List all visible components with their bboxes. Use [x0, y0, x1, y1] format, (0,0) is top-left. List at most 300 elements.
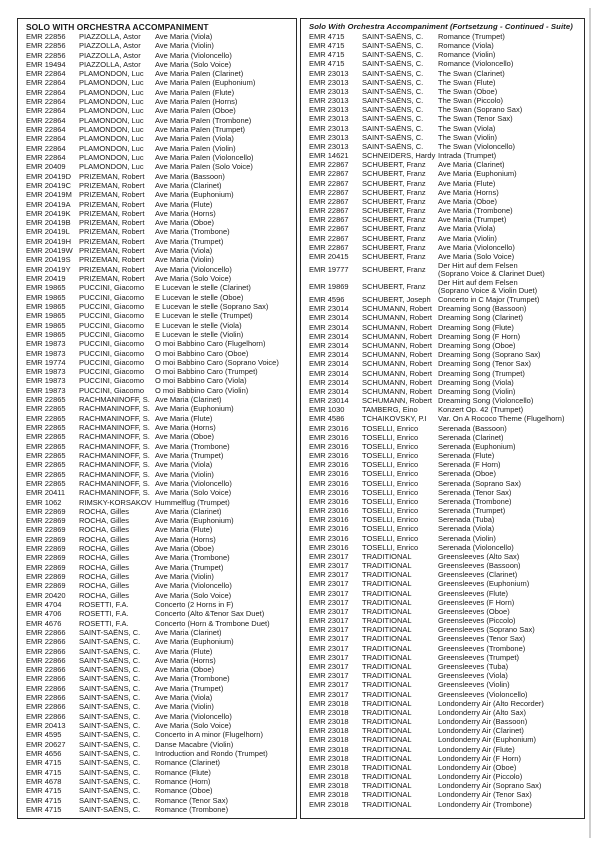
work-title: Londonderry Air (Trombone) [438, 799, 532, 809]
emr-code: EMR 22864 [26, 143, 66, 153]
catalog-row [26, 256, 293, 265]
work-title: The Swan (Clarinet) [438, 68, 505, 78]
catalog-row [309, 69, 581, 78]
catalog-row [26, 638, 293, 647]
emr-code: EMR 20420 [26, 590, 66, 600]
composer-name: SAINT-SAËNS, C. [362, 77, 424, 87]
work-title: Concerto (Alto &Tenor Sax Duet) [155, 609, 265, 619]
work-title: Serenada (Flute) [438, 451, 495, 461]
composer-name: SCHUMANN, Robert [362, 377, 433, 387]
work-title: Dreaming Song (Viola) [438, 377, 514, 387]
catalog-row [26, 489, 293, 498]
emr-code: EMR 22865 [26, 423, 66, 433]
work-title: E Lucevan le stelle (Oboe) [155, 292, 244, 302]
composer-name: TOSELLI, Enrico [362, 487, 419, 497]
work-title: Ave Maria (Viola) [438, 224, 496, 234]
emr-code: EMR 23014 [309, 368, 349, 378]
emr-code: EMR 22869 [26, 581, 66, 591]
work-title: Serenada (Tenor Sax) [438, 487, 512, 497]
emr-code: EMR 1030 [309, 405, 345, 415]
composer-name: PUCCINI, Giacomo [79, 283, 145, 293]
work-title: Dreaming Song (Soprano Sax) [438, 350, 541, 360]
section-title-solo-with-orchestra: SOLO WITH ORCHESTRA ACCOMPANIMENT [26, 22, 209, 32]
composer-name: TRADITIONAL [362, 551, 412, 561]
composer-name: SAINT-SAËNS, C. [79, 637, 141, 647]
emr-code: EMR 19873 [26, 385, 66, 395]
emr-code: EMR 4715 [26, 786, 62, 796]
catalog-row [26, 610, 293, 619]
work-title: Ave Maria (Flute) [438, 178, 496, 188]
catalog-row [26, 703, 293, 712]
composer-name: SAINT-SAËNS, C. [362, 114, 424, 124]
catalog-row [309, 360, 581, 369]
composer-name: PRIZEMAN, Robert [79, 227, 145, 237]
composer-name: PUCCINI, Giacomo [79, 320, 145, 330]
composer-name: TRADITIONAL [362, 588, 412, 598]
work-title: Romance (Violoncello) [438, 59, 514, 69]
composer-name: TRADITIONAL [362, 726, 412, 736]
emr-code: EMR 19494 [26, 59, 66, 69]
work-title: O moi Babbino Caro (Oboe) [155, 348, 249, 358]
composer-name: ROCHA, Gilles [79, 544, 130, 554]
emr-code: EMR 4715 [309, 31, 345, 41]
work-title: Dreaming Song (Clarinet) [438, 313, 524, 323]
composer-name: PRIZEMAN, Robert [79, 180, 145, 190]
composer-name: TAMBERG, Eino [362, 405, 418, 415]
composer-name: SAINT-SAËNS, C. [79, 702, 141, 712]
composer-name: TRADITIONAL [362, 680, 412, 690]
emr-code: EMR 22865 [26, 432, 66, 442]
composer-name: PRIZEMAN, Robert [79, 255, 145, 265]
work-title: Ave Maria (Violin) [438, 233, 497, 243]
emr-code: EMR 23014 [309, 396, 349, 406]
emr-code: EMR 22864 [26, 69, 66, 79]
emr-code: EMR 20419L [26, 227, 70, 237]
catalog-row [26, 377, 293, 386]
composer-name: TRADITIONAL [362, 799, 412, 809]
emr-code: EMR 23017 [309, 643, 349, 653]
emr-code: EMR 20419A [26, 199, 71, 209]
emr-code: EMR 23018 [309, 707, 349, 717]
emr-code: EMR 22867 [309, 178, 349, 188]
emr-code: EMR 23013 [309, 123, 349, 133]
emr-code: EMR 20419Y [26, 264, 71, 274]
work-title: Serenada (F Horn) [438, 460, 501, 470]
composer-name: RACHMANINOFF, S. [79, 432, 150, 442]
work-title: Romance (Trumpet) [438, 31, 505, 41]
emr-code: EMR 19865 [26, 283, 66, 293]
work-title: Ave Maria (Clarinet) [155, 506, 222, 516]
emr-code: EMR 22856 [26, 41, 66, 51]
emr-code: EMR 19774 [26, 357, 66, 367]
emr-code: EMR 22867 [309, 224, 349, 234]
work-title: Ave Maria (Horns) [155, 423, 216, 433]
work-title: Ave Maria (Clarinet) [155, 627, 222, 637]
emr-code: EMR 23014 [309, 386, 349, 396]
work-title: Romance (Violin) [438, 50, 496, 60]
work-title: Ave Maria (Viola) [155, 693, 213, 703]
composer-name: SAINT-SAËNS, C. [79, 786, 141, 796]
emr-code: EMR 22869 [26, 516, 66, 526]
composer-name: SAINT-SAËNS, C. [79, 693, 141, 703]
composer-name: ROCHA, Gilles [79, 581, 130, 591]
work-title: E Lucevan le stelle (Soprano Sax) [155, 301, 269, 311]
work-title: Hummelflug (Trumpet) [155, 497, 230, 507]
work-title: Ave Maria (Trumpet) [155, 683, 224, 693]
work-title: Greensleeves (Euphonium) [438, 579, 530, 589]
composer-name: SCHUBERT, Franz [362, 233, 426, 243]
emr-code: EMR 22866 [26, 711, 66, 721]
work-title: Londonderry Air (Soprano Sax) [438, 781, 542, 791]
composer-name: SCHUBERT, Franz [362, 282, 426, 292]
work-title: Greensleeves (Tenor Sax) [438, 634, 526, 644]
composer-name: TOSELLI, Enrico [362, 515, 419, 525]
work-title: Ave Maria (Trombone) [155, 553, 230, 563]
work-title: Ave Maria (Violin) [155, 41, 214, 51]
work-title: Ave Maria (Clarinet) [438, 160, 505, 170]
composer-name: SCHNEIDERS, Hardy [362, 151, 436, 161]
work-title: Serenada (Viola) [438, 524, 495, 534]
work-title: Ave Maria (Solo Voice) [155, 274, 232, 284]
work-title: Ave Maria (Oboe) [438, 196, 498, 206]
emr-code: EMR 23018 [309, 698, 349, 708]
emr-code: EMR 23013 [309, 86, 349, 96]
composer-name: SCHUBERT, Franz [362, 206, 426, 216]
emr-code: EMR 22866 [26, 693, 66, 703]
emr-code: EMR 22869 [26, 506, 66, 516]
composer-name: PLAMONDON, Luc [79, 78, 144, 88]
emr-code: EMR 20419M [26, 190, 72, 200]
work-title: Greensleeves (Trombone) [438, 643, 526, 653]
emr-code: EMR 22865 [26, 441, 66, 451]
catalog-row [309, 279, 581, 296]
catalog-row [26, 405, 293, 414]
composer-name: PLAMONDON, Luc [79, 134, 144, 144]
work-title: Londonderry Air (Oboe) [438, 762, 517, 772]
work-title: Ave Maria (Solo Voice) [155, 721, 232, 731]
emr-code: EMR 22865 [26, 478, 66, 488]
catalog-column-right [300, 18, 585, 819]
composer-name: RACHMANINOFF, S. [79, 469, 150, 479]
work-title: Der Hirt auf dem Felsen (Soprano Voice & Clarinet Duet) [438, 262, 581, 279]
catalog-row [309, 800, 581, 809]
composer-name: PUCCINI, Giacomo [79, 357, 145, 367]
work-title: E Lucevan le stelle (Violin) [155, 329, 244, 339]
catalog-row [26, 731, 293, 740]
work-title-line2: (Soprano Voice & Clarinet Duet) [438, 269, 545, 279]
composer-name: SAINT-SAËNS, C. [79, 646, 141, 656]
emr-code: EMR 19865 [26, 301, 66, 311]
composer-name: SCHUBERT, Franz [362, 224, 426, 234]
composer-name: RACHMANINOFF, S. [79, 413, 150, 423]
work-title: Ave Maria (Euphonium) [155, 516, 234, 526]
emr-code: EMR 22867 [309, 196, 349, 206]
work-title: Ave Maria (Viola) [155, 460, 213, 470]
composer-name: PLAMONDON, Luc [79, 152, 144, 162]
composer-name: TOSELLI, Enrico [362, 506, 419, 516]
emr-code: EMR 23016 [309, 469, 349, 479]
work-title: O moi Babbino Caro (Flugelhorn) [155, 339, 266, 349]
work-title: Ave Maria (Violin) [155, 572, 214, 582]
emr-code: EMR 4656 [26, 748, 62, 758]
work-title: Ave Maria (Solo Voice) [155, 590, 232, 600]
emr-code: EMR 19869 [309, 282, 349, 292]
composer-name: TRADITIONAL [362, 561, 412, 571]
emr-code: EMR 23017 [309, 597, 349, 607]
work-title: Ave Maria (Flute) [155, 199, 213, 209]
work-title: Greensleeves (Violin) [438, 680, 510, 690]
composer-name: SCHUMANN, Robert [362, 304, 433, 314]
emr-code: EMR 19865 [26, 329, 66, 339]
composer-name: ROCHA, Gilles [79, 553, 130, 563]
emr-code: EMR 20419B [26, 218, 71, 228]
composer-name: PRIZEMAN, Robert [79, 190, 145, 200]
composer-name: SAINT-SAËNS, C. [79, 804, 141, 814]
emr-code: EMR 23018 [309, 772, 349, 782]
work-title: Ave Maria Païen (Trumpet) [155, 125, 246, 135]
composer-name: RACHMANINOFF, S. [79, 488, 150, 498]
emr-code: EMR 19865 [26, 292, 66, 302]
emr-code: EMR 22867 [309, 169, 349, 179]
work-title: Londonderry Air (Bassoon) [438, 717, 528, 727]
work-title: Der Hirt auf dem Felsen (Soprano Voice & Violin Duet) [438, 279, 581, 296]
emr-code: EMR 23017 [309, 634, 349, 644]
work-title: O moi Babbino Caro (Violin) [155, 385, 249, 395]
composer-name: SCHUBERT, Franz [362, 251, 426, 261]
work-title: Londonderry Air (Alto Sax) [438, 707, 526, 717]
work-title: Ave Maria (Oboe) [155, 432, 215, 442]
composer-name: SAINT-SAËNS, C. [362, 132, 424, 142]
catalog-row [309, 736, 581, 745]
work-title: Greensleeves (Violoncello) [438, 689, 528, 699]
emr-code: EMR 22867 [309, 242, 349, 252]
catalog-row [309, 314, 581, 323]
composer-name: SAINT-SAËNS, C. [79, 767, 141, 777]
work-title: Serenada (Tuba) [438, 515, 495, 525]
emr-code: EMR 20419K [26, 208, 71, 218]
composer-name: SAINT-SAËNS, C. [362, 105, 424, 115]
emr-code: EMR 22869 [26, 544, 66, 554]
composer-name: PLAMONDON, Luc [79, 162, 144, 172]
emr-code: EMR 4706 [26, 609, 62, 619]
work-title: Ave Maria (Violoncello) [155, 581, 232, 591]
work-title: E Lucevan le stelle (Viola) [155, 320, 242, 330]
composer-name: SCHUMANN, Robert [362, 396, 433, 406]
composer-name: PLAMONDON, Luc [79, 143, 144, 153]
emr-code: EMR 23017 [309, 662, 349, 671]
composer-name: SCHUBERT, Franz [362, 169, 426, 179]
emr-code: EMR 4596 [309, 295, 345, 305]
composer-name: RACHMANINOFF, S. [79, 404, 150, 414]
composer-name: TRADITIONAL [362, 671, 412, 681]
composer-name: ROCHA, Gilles [79, 534, 130, 544]
composer-name: SAINT-SAËNS, C. [362, 96, 424, 106]
composer-name: PRIZEMAN, Robert [79, 199, 145, 209]
composer-name: ROCHA, Gilles [79, 525, 130, 535]
emr-code: EMR 22866 [26, 674, 66, 684]
work-title: The Swan (Soprano Sax) [438, 105, 523, 115]
catalog-row [309, 525, 581, 534]
work-title: Ave Maria (Flute) [155, 413, 213, 423]
work-title: Serenada (Clarinet) [438, 432, 504, 442]
work-title: Concerto (2 Horns in F) [155, 599, 234, 609]
composer-name: SAINT-SAËNS, C. [79, 730, 141, 740]
catalog-row [309, 690, 581, 699]
work-title: Romance (Trombone) [155, 804, 229, 814]
composer-name: TRADITIONAL [362, 570, 412, 580]
emr-code: EMR 22866 [26, 655, 66, 665]
work-title: Ave Maria Païen (Trombone) [155, 115, 252, 125]
emr-code: EMR 22869 [26, 525, 66, 535]
composer-name: TRADITIONAL [362, 625, 412, 635]
work-title: Romance (Horn) [155, 776, 211, 786]
catalog-row [309, 681, 581, 690]
composer-name: SCHUBERT, Franz [362, 178, 426, 188]
composer-name: SAINT-SAËNS, C. [362, 68, 424, 78]
composer-name: RACHMANINOFF, S. [79, 441, 150, 451]
work-title: Introduction and Rondo (Trumpet) [155, 748, 268, 758]
emr-code: EMR 23017 [309, 671, 349, 681]
work-title: Ave Maria Païen (Flute) [155, 87, 235, 97]
emr-code: EMR 20419D [26, 171, 72, 181]
work-title: Ave Maria (Oboe) [155, 218, 215, 228]
composer-name: TRADITIONAL [362, 689, 412, 699]
emr-code: EMR 4715 [26, 758, 62, 768]
composer-name: SAINT-SAËNS, C. [362, 86, 424, 96]
work-title: The Swan (Flute) [438, 77, 496, 87]
composer-name: TRADITIONAL [362, 616, 412, 626]
emr-code: EMR 23014 [309, 350, 349, 360]
work-title: Serenada (Violoncello) [438, 542, 514, 552]
work-title: O moi Babbino Caro (Soprano Voice) [155, 357, 279, 367]
emr-code: EMR 23016 [309, 432, 349, 442]
composer-name: PUCCINI, Giacomo [79, 329, 145, 339]
emr-code: EMR 23017 [309, 616, 349, 626]
work-title: Ave Maria (Trumpet) [155, 236, 224, 246]
composer-name: SCHUBERT, Franz [362, 265, 426, 275]
emr-code: EMR 22864 [26, 152, 66, 162]
composer-name: SAINT-SAËNS, C. [79, 665, 141, 675]
composer-name: SAINT-SAËNS, C. [79, 748, 141, 758]
composer-name: TOSELLI, Enrico [362, 524, 419, 534]
emr-code: EMR 22864 [26, 125, 66, 135]
work-title: Romance (Tenor Sax) [155, 795, 228, 805]
work-title: Dreaming Song (F Horn) [438, 331, 521, 341]
work-title: Romance (Viola) [438, 41, 494, 50]
work-title: Ave Maria (Euphonium) [155, 404, 234, 414]
emr-code: EMR 22864 [26, 115, 66, 125]
work-title: The Swan (Piccolo) [438, 96, 504, 106]
work-title: Ave Maria (Trombone) [155, 227, 230, 237]
emr-code: EMR 22867 [309, 160, 349, 170]
catalog-row [309, 369, 581, 378]
composer-name: SAINT-SAËNS, C. [79, 627, 141, 637]
emr-code: EMR 4715 [309, 41, 345, 50]
work-title: Greensleeves (Tuba) [438, 662, 509, 671]
emr-code: EMR 23016 [309, 524, 349, 534]
scan-edge-line [589, 8, 591, 838]
catalog-row [26, 312, 293, 321]
work-title: Serenada (Soprano Sax) [438, 478, 521, 488]
composer-name: PRIZEMAN, Robert [79, 264, 145, 274]
composer-name: TCHAIKOVSKY, P.I [362, 414, 427, 424]
work-title: Ave Maria (Horns) [155, 655, 216, 665]
emr-code: EMR 4715 [26, 767, 62, 777]
composer-name: PLAMONDON, Luc [79, 97, 144, 107]
emr-code: EMR 23014 [309, 331, 349, 341]
work-title: Greensleeves (Soprano Sax) [438, 625, 535, 635]
composer-name: PRIZEMAN, Robert [79, 246, 145, 256]
work-title: Ave Maria (Solo Voice) [155, 488, 232, 498]
catalog-row [309, 470, 581, 479]
work-title-line2: (Soprano Voice & Violin Duet) [438, 286, 538, 296]
work-title: The Swan (Oboe) [438, 86, 498, 96]
work-title: Ave Maria (Euphonium) [155, 190, 234, 200]
emr-code: EMR 20419W [26, 246, 73, 256]
composer-name: SAINT-SAËNS, C. [79, 683, 141, 693]
composer-name: SAINT-SAËNS, C. [79, 674, 141, 684]
composer-name: PUCCINI, Giacomo [79, 367, 145, 377]
work-title: Danse Macabre (Violin) [155, 739, 234, 749]
emr-code: EMR 20419C [26, 180, 72, 190]
emr-code: EMR 23013 [309, 114, 349, 124]
catalog-row [309, 170, 581, 179]
emr-code: EMR 22864 [26, 87, 66, 97]
composer-name: SCHUMANN, Robert [362, 331, 433, 341]
composer-name: SCHUMANN, Robert [362, 340, 433, 350]
work-title: Dreaming Song (Violoncello) [438, 396, 534, 406]
composer-name: TRADITIONAL [362, 762, 412, 772]
work-title: Ave Maria Païen (Euphonium) [155, 78, 256, 88]
catalog-row [309, 424, 581, 433]
composer-name: PRIZEMAN, Robert [79, 236, 145, 246]
composer-name: PIAZZOLLA, Astor [79, 41, 141, 51]
catalog-row [26, 805, 293, 814]
work-title: Greensleeves (Viola) [438, 671, 508, 681]
work-title: Greensleeves (Piccolo) [438, 616, 516, 626]
work-title: Londonderry Air (Piccolo) [438, 772, 523, 782]
composer-name: ROCHA, Gilles [79, 516, 130, 526]
work-title: Concerto (Horn & Trombone Duet) [155, 618, 270, 628]
catalog-row [26, 135, 293, 144]
work-title: Ave Maria (Clarinet) [155, 180, 222, 190]
composer-name: ROCHA, Gilles [79, 572, 130, 582]
work-title: Ave Maria (Horns) [155, 208, 216, 218]
composer-name: SCHUMANN, Robert [362, 359, 433, 369]
composer-name: TOSELLI, Enrico [362, 542, 419, 552]
catalog-row [309, 580, 581, 589]
composer-name: RACHMANINOFF, S. [79, 460, 150, 470]
composer-name: TRADITIONAL [362, 643, 412, 653]
emr-code: EMR 22865 [26, 395, 66, 405]
work-title: Serenada (Trombone) [438, 496, 512, 506]
emr-code: EMR 4715 [309, 59, 345, 69]
work-title: Concerto in C Major (Trumpet) [438, 295, 540, 305]
emr-code: EMR 22866 [26, 627, 66, 637]
emr-code: EMR 23018 [309, 735, 349, 745]
emr-code: EMR 22867 [309, 206, 349, 216]
catalog-row [26, 340, 293, 349]
catalog-column-left [17, 18, 297, 819]
emr-code: EMR 22867 [309, 215, 349, 225]
catalog-row [26, 107, 293, 116]
work-title: Ave Maria (Flute) [155, 525, 213, 535]
composer-name: SCHUMANN, Robert [362, 350, 433, 360]
emr-code: EMR 23016 [309, 460, 349, 470]
catalog-row [26, 163, 293, 172]
composer-name: SCHUMANN, Robert [362, 386, 433, 396]
composer-name: PRIZEMAN, Robert [79, 218, 145, 228]
